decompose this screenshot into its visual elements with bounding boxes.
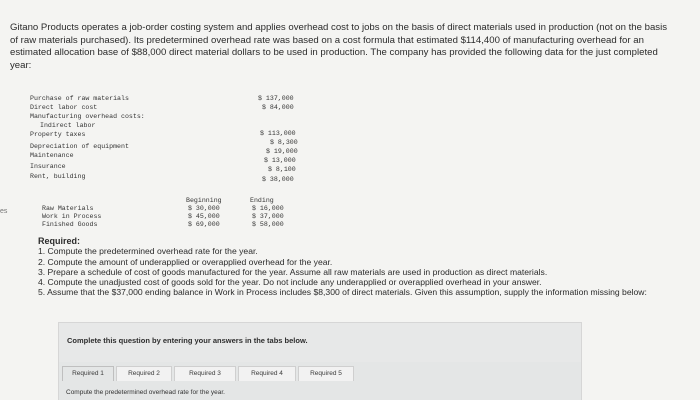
column-header-beginning: Beginning <box>186 197 222 204</box>
direct-labor-value: $ 84,000 <box>262 104 294 111</box>
answer-panel <box>58 322 582 364</box>
overhead-item-value: $ 113,000 <box>260 130 296 137</box>
required-item: 2. Compute the amount of underapplied or overapplied overhead for the year. <box>38 256 333 267</box>
manufacturing-overhead-label: Manufacturing overhead costs: <box>30 113 145 120</box>
overhead-item-label: Maintenance <box>30 152 74 159</box>
margin-fragment-text: es <box>0 208 8 215</box>
inventory-beginning-value: $ 69,000 <box>188 221 220 228</box>
panel-instruction: Complete this question by entering your answers in the tabs below. <box>67 336 308 345</box>
inventory-row-label: Work in Process <box>42 213 102 220</box>
column-header-ending: Ending <box>250 197 274 204</box>
inventory-beginning-value: $ 30,000 <box>188 205 220 212</box>
overhead-item-label: Indirect labor <box>40 122 96 129</box>
overhead-item-label: Depreciation of equipment <box>30 143 129 150</box>
required-item: 1. Compute the predetermined overhead rate for the year. <box>38 246 258 257</box>
inventory-ending-value: $ 16,000 <box>252 205 284 212</box>
tab-instruction: Compute the predetermined overhead rate for the year. <box>66 389 225 396</box>
inventory-beginning-value: $ 45,000 <box>188 213 220 220</box>
overhead-item-label: Property taxes <box>30 131 86 138</box>
tab-required-2[interactable]: Required 2 <box>116 366 172 381</box>
overhead-item-value: $ 38,000 <box>262 176 294 183</box>
inventory-ending-value: $ 37,000 <box>252 213 284 220</box>
overhead-item-value: $ 19,000 <box>266 148 298 155</box>
inventory-ending-value: $ 58,000 <box>252 221 284 228</box>
purchase-raw-materials-value: $ 137,000 <box>258 95 294 102</box>
overhead-item-value: $ 13,000 <box>264 157 296 164</box>
purchase-raw-materials-label: Purchase of raw materials <box>30 95 129 102</box>
required-heading: Required: <box>38 236 81 246</box>
inventory-row-label: Raw Materials <box>42 205 94 212</box>
overhead-item-value: $ 8,100 <box>268 166 296 173</box>
required-item: 4. Compute the unadjusted cost of goods sold for the year. Do not include any underapplied or overapplied overhead in your answer. <box>38 277 542 288</box>
inventory-row-label: Finished Goods <box>42 221 98 228</box>
tab-required-4[interactable]: Required 4 <box>238 366 296 381</box>
problem-intro: Gitano Products operates a job-order costing system and applies overhead cost to jobs on the basis of direct materials used in production (not on the basis of raw materials purchased). Its predetermined overhead rate was based on a cost formula that estimated $114,400 of manufacturing overhead for an estimated allocation base of $88,000 direct material dollars to be used in production. The company has provided the following data for the just completed year: <box>10 22 668 71</box>
direct-labor-label: Direct labor cost <box>30 104 98 111</box>
required-section <box>38 236 678 298</box>
tab-required-3[interactable]: Required 3 <box>174 366 236 381</box>
required-item: 5. Assume that the $37,000 ending balance in Work in Process includes $8,300 of direct materials. Given this assumption, supply the information missing below: <box>38 287 647 298</box>
overhead-item-value: $ 8,300 <box>270 139 298 146</box>
required-item: 3. Prepare a schedule of cost of goods manufactured for the year. Assume all raw materials are used in production as direct materials. <box>38 266 548 277</box>
tab-required-1[interactable]: Required 1 <box>62 366 114 381</box>
overhead-item-label: Insurance <box>30 163 66 170</box>
overhead-item-label: Rent, building <box>30 173 86 180</box>
tab-required-5[interactable]: Required 5 <box>298 366 354 381</box>
